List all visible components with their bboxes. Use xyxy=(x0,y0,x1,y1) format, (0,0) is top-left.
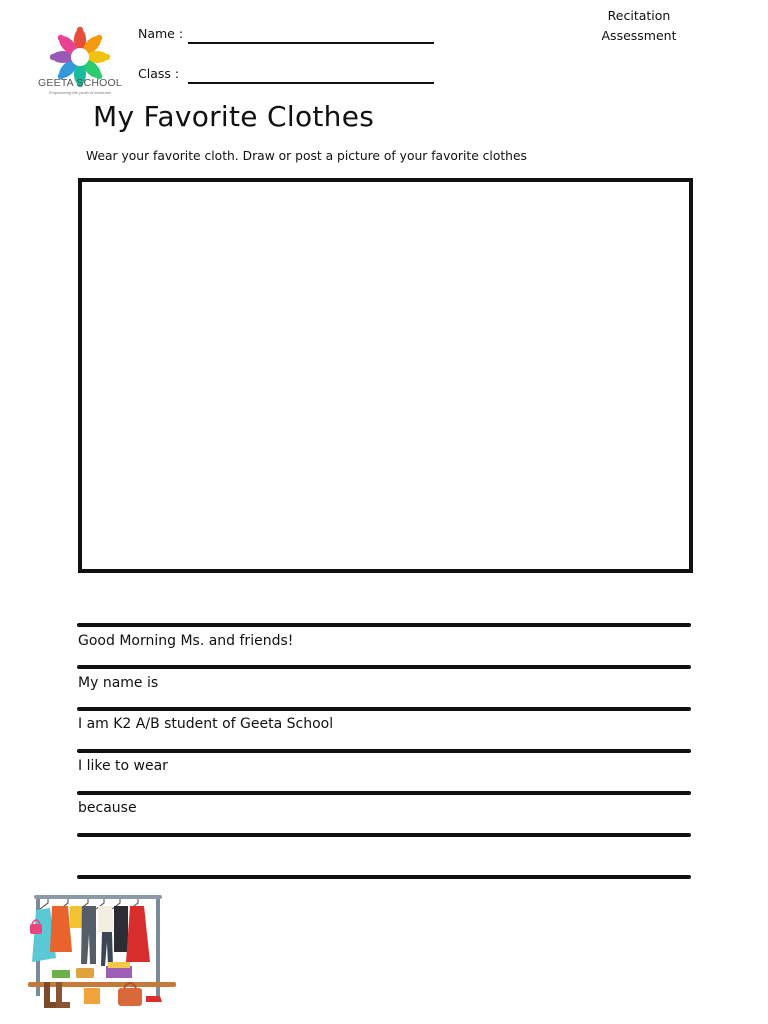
line-greeting: Good Morning Ms. and friends! xyxy=(78,633,294,649)
school-name: GEETA SCHOOL xyxy=(38,77,122,89)
name-label: Name : xyxy=(138,26,184,41)
class-label: Class : xyxy=(138,66,180,81)
instruction-text: Wear your favorite cloth. Draw or post a picture of your favorite clothes xyxy=(86,149,527,163)
name-field[interactable] xyxy=(188,42,434,44)
writing-rule xyxy=(77,623,691,627)
line-my-name: My name is xyxy=(78,675,159,691)
writing-rule xyxy=(77,749,691,753)
line-like-to-wear: I like to wear xyxy=(78,758,168,774)
writing-rule xyxy=(77,833,691,837)
line-because: because xyxy=(78,800,137,816)
corner-line-assessment: Assessment xyxy=(601,28,677,43)
class-field[interactable] xyxy=(188,82,434,84)
writing-rule xyxy=(77,875,691,879)
corner-line-recitation: Recitation xyxy=(607,8,671,23)
page-title: My Favorite Clothes xyxy=(93,100,375,133)
clothes-rack-icon xyxy=(22,890,178,1012)
writing-rule xyxy=(77,665,691,669)
drawing-box[interactable] xyxy=(78,178,693,573)
writing-rule xyxy=(77,791,691,795)
writing-rule xyxy=(77,707,691,711)
school-tagline: Empowering the youth of tomorrow xyxy=(48,90,112,95)
line-student: I am K2 A/B student of Geeta School xyxy=(78,716,334,732)
